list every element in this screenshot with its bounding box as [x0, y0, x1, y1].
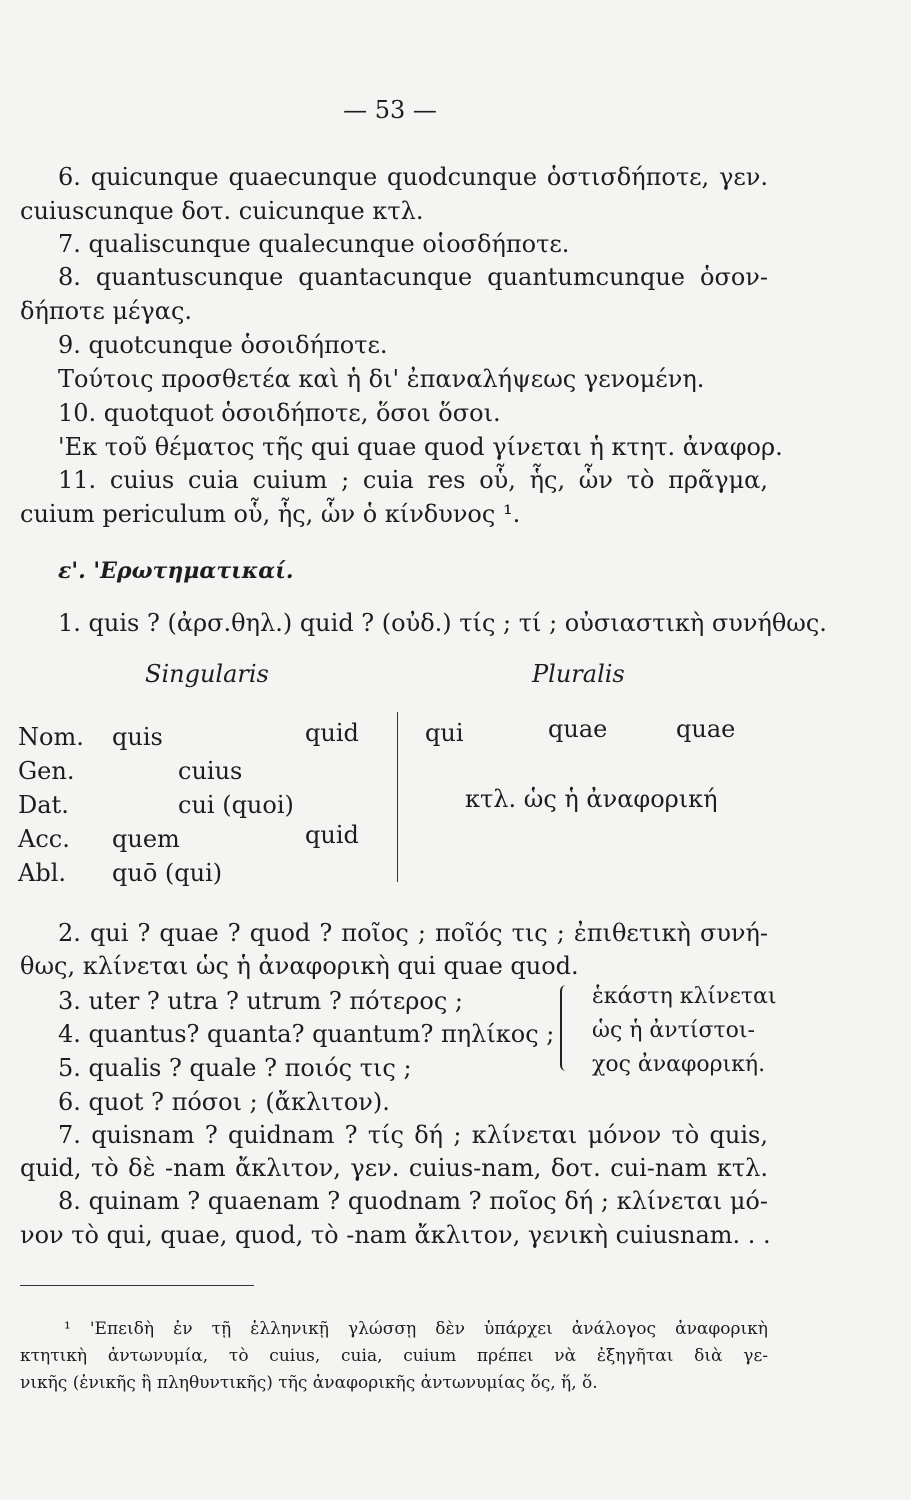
form-cell: cuius	[178, 757, 243, 785]
text-line: 'Εκ τοῦ θέματος τῆς qui quae quod γίνεται ἡ κτητ. ἀναφορ.	[58, 433, 783, 461]
text-line: 8. quantuscunque quantacunque quantumcunque ὁσον-	[58, 263, 768, 291]
text-line: 6. quicunque quaecunque quodcunque ὁστισδήποτε, γεν.	[58, 163, 768, 191]
text-line: 8. quinam ? quaenam ? quodnam ? ποῖος δή ; κλίνεται μό-	[58, 1187, 768, 1215]
text-line: 10. quotquot ὁσοιδήποτε, ὅσοι ὅσοι.	[58, 399, 501, 427]
form-cell: quae	[548, 715, 608, 743]
brace-note: ἑκάστη κλίνεται	[592, 984, 777, 1009]
case-label: Nom.	[18, 723, 84, 751]
form-cell: quid	[305, 821, 359, 849]
footnote-line: ¹ 'Επειδὴ ἐν τῇ ἑλληνικῇ γλώσσῃ δὲν ὑπάρχει ἀνάλογος ἀναφορικὴ	[64, 1319, 768, 1339]
brace-note: χος ἀναφορική.	[592, 1052, 766, 1077]
text-line: 4. quantus? quanta? quantum? πηλίκος ;	[58, 1020, 555, 1048]
case-label: Dat.	[18, 791, 69, 819]
text-line: 7. quisnam ? quidnam ? τίς δή ; κλίνεται μόνον τὸ quis,	[58, 1121, 768, 1149]
case-label: Gen.	[18, 757, 75, 785]
footnote-rule	[20, 1285, 254, 1286]
text-line: 1. quis ? (ἀρσ.θηλ.) quid ? (οὐδ.) τίς ; τί ; οὐσιαστικὴ συνήθως.	[58, 609, 827, 637]
text-line: 3. uter ? utra ? utrum ? πότερος ;	[58, 987, 463, 1015]
case-label: Abl.	[18, 859, 66, 887]
brace-note: ὡς ἡ ἀντίστοι-	[592, 1018, 755, 1043]
grouping-brace	[560, 985, 570, 1071]
form-cell: quō (qui)	[112, 859, 223, 887]
form-cell: quid	[305, 719, 359, 747]
text-line: 6. quot ? πόσοι ; (ἄκλιτον).	[58, 1088, 390, 1116]
form-cell: quae	[676, 715, 736, 743]
table-divider	[397, 712, 398, 882]
text-line: 7. qualiscunque qualecunque οἱοσδήποτε.	[58, 230, 570, 258]
text-line: 9. quotcunque ὁσοιδήποτε.	[58, 331, 388, 359]
case-label: Acc.	[18, 825, 70, 853]
section-heading: ε'. 'Ερωτηματικαί.	[58, 558, 294, 584]
text-line: 11. cuius cuia cuium ; cuia res οὗ, ἧς, ὧν τὸ πρᾶγμα,	[58, 466, 768, 494]
footnote-line: νικῆς (ἑνικῆς ἢ πληθυντικῆς) τῆς ἀναφορικῆς ἀντωνυμίας ὅς, ἥ, ὅ.	[20, 1373, 598, 1393]
form-cell: cui (quoi)	[178, 791, 294, 819]
text-line: θως, κλίνεται ὡς ἡ ἀναφορικὴ qui quae quod.	[20, 952, 579, 980]
text-line: Τούτοις προσθετέα καὶ ἡ δι' ἐπαναλήψεως γενομένη.	[58, 365, 705, 393]
singular-header: Singularis	[145, 660, 269, 688]
text-line: cuium periculum οὗ, ἧς, ὧν ὁ κίνδυνος ¹.	[20, 500, 521, 528]
text-line: 2. qui ? quae ? quod ? ποῖος ; ποῖός τις ; ἐπιθετικὴ συνή-	[58, 919, 768, 947]
text-line: cuiuscunque δοτ. cuicunque κτλ.	[20, 197, 424, 225]
text-line: νον τὸ qui, quae, quod, τὸ -nam ἄκλιτον, γενικὴ cuiusnam. . .	[20, 1221, 771, 1249]
form-cell: qui	[425, 719, 464, 747]
footnote-line: κτητικὴ ἀντωνυμία, τὸ cuius, cuia, cuium πρέπει νὰ ἐξηγῆται διὰ γε-	[20, 1346, 768, 1366]
text-line: quid, τὸ δὲ -nam ἄκλιτον, γεν. cuius-nam, δοτ. cui-nam κτλ.	[20, 1154, 768, 1182]
plural-header: Pluralis	[532, 660, 625, 688]
form-cell: quis	[112, 723, 163, 751]
text-line: δήποτε μέγας.	[20, 297, 193, 325]
plural-note: κτλ. ὡς ἡ ἀναφορική	[465, 785, 718, 813]
page-number: — 53 —	[343, 96, 437, 124]
text-line: 5. qualis ? quale ? ποιός τις ;	[58, 1054, 412, 1082]
form-cell: quem	[112, 825, 180, 853]
